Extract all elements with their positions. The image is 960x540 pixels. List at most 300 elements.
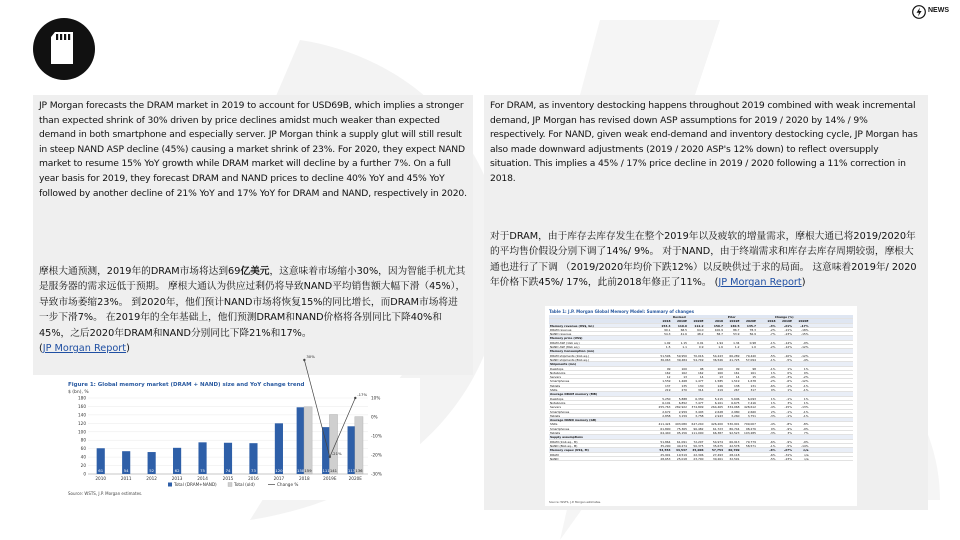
table-cell [672, 435, 689, 438]
bar-value-label: 75 [200, 468, 205, 473]
table-cell [793, 349, 810, 352]
table-cell: -8% [786, 422, 792, 427]
y-left-tick-label: 80 [80, 437, 86, 443]
chart-source: Source: WSTS, J.P. Morgan estimates. [68, 491, 143, 496]
table-cell: 0% [770, 388, 776, 393]
table-cell: 51,864 [660, 439, 671, 444]
table-cell: 35,290 [660, 443, 671, 448]
table-cell [760, 349, 777, 352]
y-left-tick-label: 100 [78, 429, 86, 435]
table-cell [777, 435, 794, 438]
table-cell: 2,672 [662, 409, 671, 414]
table-cell: 99 [666, 366, 671, 371]
table-cell: 7% [803, 431, 809, 436]
table-year-label: 2020E [745, 319, 756, 324]
table-cell: -12% [784, 345, 792, 350]
bar-old-value-label: 136 [355, 468, 363, 473]
table-cell: 162 [681, 370, 687, 375]
table-row-label: NAND (8Gb eq., M) [550, 443, 578, 448]
y-left-tick-label: 140 [78, 412, 86, 418]
table-cell: 64,440 [660, 431, 671, 436]
table-cell [708, 392, 725, 395]
table-cell: 57,094 [745, 357, 756, 362]
table-cell: 44,537 [675, 448, 687, 453]
table-cell: 1,585 [714, 379, 723, 384]
table-cell: -12% [801, 345, 809, 350]
table-cell: 2,858 [662, 413, 671, 418]
change-point [354, 397, 356, 399]
table-row-label: Tablets [550, 413, 561, 418]
jp-morgan-report-link-right[interactable]: JP Morgan Report [718, 277, 802, 289]
table-row-label: Smartphones [550, 379, 570, 384]
table-cell: -3% [769, 431, 776, 436]
jp-morgan-report-link-left[interactable]: JP Morgan Report [42, 343, 127, 355]
table-cell: 14 [735, 375, 740, 380]
table-cell: 79,779 [745, 439, 756, 444]
table-cell: 100 [717, 366, 723, 371]
table-cell [777, 336, 794, 339]
table-cell: 267 [733, 388, 740, 393]
table-cell: 3,758 [695, 413, 704, 418]
table-cell [793, 392, 810, 395]
table-cell: -2% [802, 375, 809, 380]
table-cell: 162 [664, 370, 671, 375]
table-row-label: Tablets [550, 383, 561, 388]
table-cell: 23,700 [693, 456, 704, 461]
table-cell [672, 336, 689, 339]
table-cell: 79,440 [745, 353, 756, 358]
x-tick-label: 2010 [95, 476, 107, 481]
table-cell: 112.2 [694, 323, 704, 328]
table-cell: 13 [719, 375, 723, 380]
table-cell: 160 [717, 370, 723, 375]
table-cell: 58,571 [745, 443, 756, 448]
table-cell: 92,523 [729, 431, 740, 436]
table-cell: 1,477 [695, 379, 704, 384]
table-cell: 61,091 [676, 439, 687, 444]
change-point [329, 456, 331, 458]
table-row-label: Tablets [550, 431, 561, 436]
bar-total [275, 423, 283, 474]
table-cell [708, 336, 725, 339]
table-row-label: Memory capex (US$, M) [550, 448, 589, 453]
table-cell: 161 [750, 370, 756, 375]
table-cell [793, 418, 810, 421]
table-cell: 3,260 [731, 413, 740, 418]
table-cell: 153.4 [661, 323, 671, 328]
table-year-label: 2020E [693, 319, 704, 324]
table-cell [688, 349, 705, 352]
legend-swatch-total [168, 483, 172, 487]
table-cell: -6% [786, 379, 792, 384]
table-cell: -1% [769, 340, 776, 345]
y-left-tick-label: 120 [78, 420, 86, 426]
table-cell: 25,901 [660, 452, 671, 457]
table-cell: 219 [664, 388, 671, 393]
bar-value-label: 73 [251, 468, 256, 473]
table-cell [777, 392, 794, 395]
memory-model-summary-table [545, 306, 857, 506]
table-row-label: Average DRAM memory (MB) [550, 392, 598, 397]
table-cell [655, 362, 672, 365]
table-cell: 146 [717, 383, 723, 388]
table-cell [655, 392, 672, 395]
table-cell: 6,101 [714, 400, 723, 405]
table-cell [777, 362, 794, 365]
table-cell: 58.7 [716, 332, 723, 337]
table-cell [688, 435, 705, 438]
table-cell: 75,365 [676, 426, 687, 431]
table-cell: -23% [784, 332, 792, 337]
table-cell: -7% [769, 332, 776, 337]
table-cell: 54.3 [664, 332, 671, 337]
table-cell: -15% [784, 405, 792, 410]
bar-value-label: 158 [297, 468, 305, 473]
table-cell: 98,276 [745, 426, 756, 431]
table-cell: 54,749 [693, 357, 704, 362]
table-cell: 1% [803, 366, 809, 371]
bar-value-label: 52 [149, 468, 155, 473]
table-cell: 42,578 [729, 443, 740, 448]
table-cell [724, 392, 741, 395]
table-year-label: 2019E [729, 319, 740, 324]
table-cell: 428,612 [744, 405, 756, 410]
table-cell: 2,959 [678, 409, 687, 414]
table-cell: -13% [801, 405, 809, 410]
table-cell: -21% [784, 327, 792, 332]
y-left-tick-label: 160 [78, 403, 86, 409]
table-year-label: 2018 [714, 319, 723, 324]
bar-total [322, 427, 330, 474]
bar-total-old [329, 414, 337, 474]
y-left-tick-label: 40 [80, 454, 86, 460]
table-cell: 53.9 [733, 332, 740, 337]
table-cell: -1% [802, 409, 809, 414]
table-cell: 3% [787, 431, 792, 436]
table-cell: 1% [770, 370, 776, 375]
table-cell: 6,191 [662, 400, 671, 405]
table-cell: -6% [769, 383, 776, 388]
table-group-label: Change (%) [774, 315, 794, 319]
table-cell: 1.94 [716, 340, 723, 345]
y-right-tick-label: 10% [371, 395, 381, 401]
table-cell: 1% [787, 388, 792, 393]
table-cell: 78.3 [749, 327, 756, 332]
table-row-label: NAND [550, 456, 559, 461]
table-cell: 0.91 [697, 340, 704, 345]
y-right-tick-label: -10% [371, 433, 382, 439]
table-cell: 66,289 [729, 353, 740, 358]
table-row-label: DRAM revenue [550, 327, 572, 332]
table-cell: -4% [802, 357, 809, 362]
bar-total [348, 426, 356, 474]
table-row-label: Smartphones [550, 426, 570, 431]
table-cell: -15% [801, 332, 809, 337]
table-cell: 64.0 [697, 327, 704, 332]
table-cell [741, 362, 758, 365]
bar-total [297, 407, 305, 474]
bar-value-label: 61 [98, 468, 104, 473]
y-left-tick-label: 20 [80, 463, 86, 469]
table-cell: -14% [784, 340, 792, 345]
table-cell: 54,243 [712, 353, 723, 358]
table-cell: -1% [769, 443, 776, 448]
y-left-tick-label: 0 [83, 471, 86, 477]
table-cell [688, 362, 705, 365]
table-cell: 5,215 [714, 396, 723, 401]
table-cell: 99.1 [664, 327, 671, 332]
table-cell: 1.6 [718, 345, 723, 350]
table-row-label: Shipments (mn) [550, 362, 577, 367]
table-cell [724, 418, 741, 421]
table-cell: 1% [803, 400, 809, 405]
table-row-label: Notebooks [550, 400, 566, 405]
table-cell: 7,477 [695, 400, 704, 405]
table-cell: 1,468 [678, 379, 687, 384]
table-cell: -6% [769, 448, 776, 453]
table-year-label: 2019E [781, 319, 792, 324]
table-cell: 14 [699, 375, 704, 380]
x-tick-label: 2016 [248, 476, 259, 481]
bar-value-label: 113 [347, 468, 356, 473]
table-cell: 6,093 [747, 396, 756, 401]
table-cell: 66,913 [729, 439, 740, 444]
table-cell: 40,274 [676, 443, 687, 448]
table-cell: 2,943 [714, 413, 723, 418]
table-cell [760, 336, 777, 339]
table-cell: 22,306 [693, 452, 704, 457]
table-year-label: 2020E [798, 319, 809, 324]
table-cell: 1% [803, 396, 809, 401]
x-tick-label: 2017 [273, 476, 285, 481]
table-year-label: 2019E [676, 319, 687, 324]
table-cell [688, 336, 705, 339]
table-row-label: Average NAND memory (GB) [550, 418, 597, 423]
table-row-label: DRAM (1Gb eq., M) [550, 439, 578, 444]
table-cell [793, 336, 810, 339]
table-cell: 61,890 [660, 426, 671, 431]
table-cell: 334,068 [727, 405, 740, 410]
table-cell: -5% [769, 353, 776, 358]
table-cell: 1.92 [664, 340, 671, 345]
table-cell: 135.7 [746, 323, 756, 328]
table-cell [688, 392, 705, 395]
table-cell: 1,559 [662, 379, 671, 384]
sd-card-icon [33, 18, 95, 80]
table-header-blank [549, 315, 655, 318]
table-cell: 36,546 [712, 357, 723, 362]
table-cell: 2,628 [714, 409, 723, 414]
table-cell [672, 392, 689, 395]
table-cell: 35,675 [712, 443, 723, 448]
table-cell: 3,493 [695, 409, 704, 414]
logo-text: NEWS [928, 7, 949, 14]
table-row-label: Servers [550, 405, 561, 410]
table-cell [655, 349, 672, 352]
table-row-label: Desktops [550, 366, 564, 371]
table-cell: -1% [786, 396, 792, 401]
table-cell [741, 349, 758, 352]
table-cell: 270 [681, 388, 687, 393]
table-cell: 493,080 [675, 422, 687, 427]
table-cell: 5,888 [678, 396, 687, 401]
table-cell: 72,207 [693, 439, 704, 444]
legend-label-change: Change % [277, 482, 299, 487]
table-cell: 530,901 [727, 422, 740, 427]
table-cell: 161 [733, 370, 740, 375]
table-cell: 103,285 [744, 431, 756, 436]
table-cell: -9% [786, 426, 792, 431]
table-cell: -1% [802, 388, 809, 393]
table-cell: 50,375 [693, 443, 704, 448]
table-row-label: SSDs [550, 388, 558, 393]
dram-market-forecast-en: JP Morgan forecasts the DRAM market in 2019 to account for USD69B, which implies a stronger than expected shrink of 30% driven by price declines amidst much weaker than expected demand in both smartphone and especially server. JP Morgan think a supply glut will still result in steep NAND ASP decline (45%) causing a market shrink of 23%. For 2020, they expect NAND market to resume 15% YoY growth while DRAM market will decline by a further 7%. On a full year basis for 2019, they forecast DRAM and NAND prices to decline 40% YoY and 45% YoY followed by another decline of 21% YoY and 17% YoY for DRAM and NAND, respectively in 2020. [39, 100, 467, 199]
y-right-tick-label: -20% [371, 452, 382, 458]
table-cell: 57,754 [711, 448, 723, 453]
asp-revision-zh: 对于DRAM，由于库存去库存发生在整个2019年以及疲软的增量需求，摩根大通已将2019/2020年的平均售价假设分别下调了14%/ 9%。 对于NAND，由于终端需求和库存去库存周期较弱，摩根大通也进行了下调 （2019/2020年均价下跌12%）以反映供过于求的局面。 这意味着2019年/ 2020年价格下跌45%/ 17%，此前2018年修正了11%。 (JP Morgan Report) [490, 231, 917, 289]
table-cell: 13 [683, 375, 687, 380]
table-row-label: DRAM shipments (1Gb eq.) [550, 353, 590, 358]
x-tick-label: 2019E [323, 476, 337, 481]
table-cell: -4% [769, 422, 776, 427]
table-cell: 130 [697, 383, 704, 388]
table-row-label: Memory price (US$) [550, 336, 583, 341]
table-cell: 19,519 [676, 452, 687, 457]
table-cell: 1% [787, 366, 792, 371]
memory-market-chart [68, 354, 420, 500]
change-label: -21% [331, 450, 342, 456]
table-cell: 28,118 [729, 452, 740, 457]
table-cell: 70,016 [693, 353, 704, 358]
table-cell: 3% [787, 400, 792, 405]
table-cell: 1.34 [733, 340, 740, 345]
table-cell: -2% [769, 345, 776, 350]
table-cell: 56.9 [749, 332, 756, 337]
table-cell: 59,950 [676, 353, 687, 358]
change-label: -17% [357, 392, 368, 397]
dram-market-forecast-zh: 摩根大通预测，2019年的DRAM市场将达到69亿美元，这意味着市场缩小30%，因为智能手机尤其是服务器的需求远低于预期。 摩根大通认为供应过剩仍将导致NAND平均销售额大幅下滑（45%），导致市场萎缩23%。 到2020年，他们预计NAND市场将恢复15%的同比增长，而DRAM市场将进一步下滑7%。 在2019年的全年基础上，他们预测DRAM和NAND价格将各别同比下降40%和45%，之后2020年DRAM和NAND分别同比下降21%和17%。 (JP Morgan Report) [39, 266, 466, 355]
table-cell: 3,751 [747, 413, 756, 418]
table-cell [741, 336, 758, 339]
table-cell: 264,465 [711, 405, 723, 410]
x-tick-label: 2014 [197, 476, 208, 481]
table-row-label: DRAM ASP (1Gb eq.) [550, 340, 580, 345]
chart-unit: $ (bn), % [68, 390, 89, 395]
legend-swatch-old [228, 483, 232, 487]
table-cell: 6,350 [695, 396, 704, 401]
table-cell: 1.5 [665, 345, 671, 350]
table-cell: 140.5 [730, 323, 740, 328]
bar-value-label: 111 [322, 468, 330, 473]
table-row-label: Smartphones [550, 409, 570, 414]
table-cell [777, 349, 794, 352]
table-cell: -4% [769, 405, 776, 410]
table-cell [793, 435, 810, 438]
table-cell [760, 418, 777, 421]
x-tick-label: 2012 [146, 476, 157, 481]
table-cell: 111,000 [691, 431, 704, 436]
table-cell [708, 349, 725, 352]
table-cell: -1% [786, 413, 792, 418]
bar-old-value-label: 159 [304, 468, 312, 473]
table-cell: 374,809 [691, 405, 704, 410]
table-cell: -14% [801, 443, 809, 448]
table-row-label: NAND ASP (8Gb eq.) [550, 345, 580, 350]
table-cell [708, 435, 725, 438]
asp-revision-en: For DRAM, as inventory destocking happens throughout 2019 combined with weak incremental demand, JP Morgan has revised down ASP assumptions for 2019 / 2020 by 14% / 9% respectively. For NAND, given weak end-demand and inventory destocking cycle, JP Morgan has also made downward adjustments (2019 / 2020 ASP's 12% down) to reflect oversupply situation. This implies a 45% / 17% price decline in 2019 / 2020 following a 11% correction in 2018. [490, 100, 918, 184]
table-cell [741, 457, 758, 460]
table-cell: 135 [681, 383, 687, 388]
table-cell: 138 [733, 383, 740, 388]
chart-title: Figure 1: Global memory market (DRAM + NAND) size and YoY change trend [68, 382, 305, 388]
table-cell: 61,723 [712, 426, 723, 431]
table-cell: 647,240 [691, 422, 704, 427]
table-cell: 2,660 [747, 409, 756, 414]
table-cell: -9% [802, 340, 809, 345]
table-cell: -2% [769, 327, 776, 332]
table-cell: 95,156 [676, 431, 687, 436]
table-cell: -1% [769, 366, 776, 371]
table-cell: 137 [664, 383, 671, 388]
table-cell: -3% [769, 413, 776, 418]
table-cell [672, 418, 689, 421]
table-cell: -4% [769, 375, 776, 380]
table-cell: -1% [786, 409, 792, 414]
table-cell: -1% [802, 413, 809, 418]
table-cell: -3% [786, 375, 792, 380]
table-cell [724, 336, 741, 339]
table-cell: 3,159 [678, 413, 687, 418]
table-cell [688, 418, 705, 421]
table-cell [724, 435, 741, 438]
table-cell: 66,387 [712, 431, 723, 436]
table-cell: 426,200 [711, 422, 723, 427]
table-cell: 282,922 [675, 405, 687, 410]
y-left-tick-label: 60 [80, 446, 86, 452]
table-group-label: Revised [672, 315, 686, 319]
table-cell: 0% [770, 426, 776, 431]
table-cell: -6% [769, 452, 776, 457]
table-cell: 36,063 [660, 357, 671, 362]
table-cell: 7,416 [747, 400, 756, 405]
table-cell: -12% [801, 379, 809, 384]
table-header-blank [549, 319, 655, 322]
news-logo [912, 4, 956, 20]
legend-label-total: Total (DRAM+NAND) [174, 482, 217, 487]
bar-total-old [304, 407, 312, 474]
table-cell: 162 [697, 370, 704, 375]
table-cell: -4% [769, 323, 776, 328]
table-cell: 411,424 [658, 422, 671, 427]
bar-value-label: 120 [275, 468, 283, 473]
table-row-label: DRAM [550, 452, 559, 457]
table-cell: 100.9 [714, 327, 723, 332]
table-cell: 0% [787, 370, 792, 375]
table-cell [760, 435, 777, 438]
table-cell: 1.15 [680, 340, 687, 345]
table-cell: 1% [770, 400, 776, 405]
table-row-label: NAND shipments (8Gb eq.) [550, 357, 590, 362]
x-tick-label: 2018 [299, 476, 310, 481]
table-cell: -27% [783, 448, 792, 453]
table-cell: 54,974 [712, 439, 723, 444]
table-cell: n/a [803, 452, 809, 457]
table-cell: 1.0 [751, 345, 756, 350]
table-cell: 317 [750, 388, 756, 393]
y-left-tick-label: 180 [78, 395, 86, 401]
table-cell: 86.7 [733, 327, 740, 332]
table-cell: 86,744 [729, 426, 740, 431]
